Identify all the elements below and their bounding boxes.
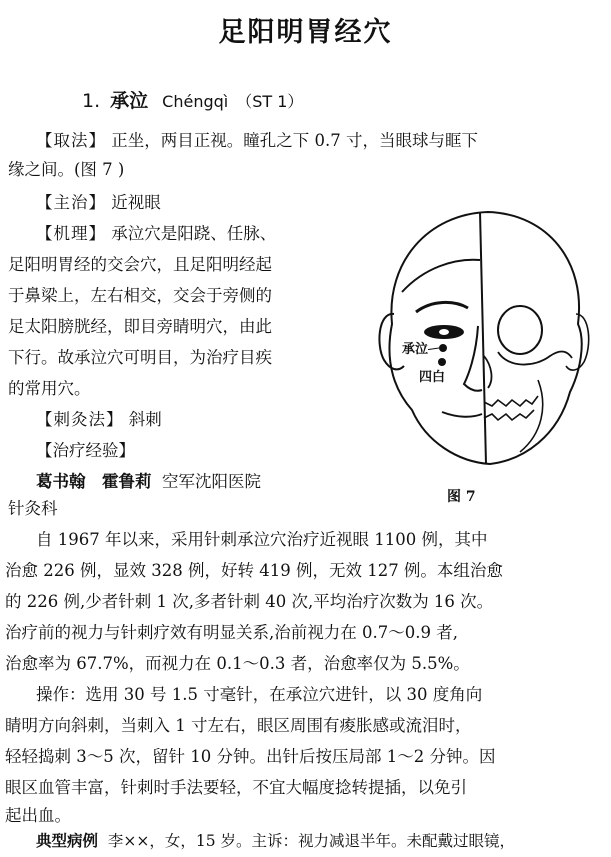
p1-line-5: 治愈率为 67.7%，而视力在 0.1～0.3 者，治愈率仅为 5.5%。 (5, 654, 470, 673)
zhuzhi-line (36, 188, 161, 218)
p1-line-2: 治愈 226 例，显效 328 例，好转 419 例，无效 127 例。本组治愈 (5, 561, 503, 580)
p2-line-4: 眼区血管丰富，针刺时手法要轻，不宜大幅度捻转提插，以免引 (5, 778, 467, 797)
qufa-text: 正坐，两目正视。瞳孔之下 0.7 寸，当眼球与眶下 (111, 131, 478, 150)
author-dept: 针灸科 (8, 499, 58, 518)
zhiliao-label: 【治疗经验】 (36, 441, 135, 460)
zhuzhi-label: 【主治】 (36, 193, 106, 212)
jili-label: 【机理】 (36, 224, 106, 243)
section-number: 1. (82, 90, 101, 112)
figure-caption: 图 7 (447, 489, 476, 505)
p1-line-1: 自 1967 年以来，采用针刺承泣穴治疗近视眼 1100 例，其中 (36, 530, 488, 549)
author-names: 葛书翰 霍鲁莉 (36, 472, 152, 491)
acupoint-pinyin: Chéngqì (162, 92, 229, 111)
p2-line-3: 轻轻捣刺 3～5 次，留针 10 分钟。出针后按压局部 1～2 分钟。因 (5, 747, 496, 766)
p2-line-5: 起出血。 (5, 806, 71, 825)
chengqi-label: 承泣 (402, 342, 429, 357)
case-text: 李××，女，15 岁。主诉：视力减退半年。未配戴过眼镜， (107, 832, 516, 850)
jili-line-2: 足阳明胃经的交会穴，且足阳明经起 (8, 255, 272, 274)
case-line (36, 826, 515, 857)
jili-line-5: 下行。故承泣穴可明目，为治疗目疾 (8, 348, 272, 367)
nose (464, 326, 482, 391)
p1-line-4: 治疗前的视力与针刺疗效有明显关系,治前视力在 0.7～0.9 者, (5, 623, 458, 642)
center-line (480, 212, 486, 464)
sibai-point (438, 358, 446, 366)
qufa-line-1 (36, 126, 478, 156)
jili-line-4: 足太阳膀胱经，即目旁睛明穴，由此 (8, 317, 272, 336)
cijiufa-label: 【刺灸法】 (36, 410, 124, 429)
mouth (442, 412, 482, 417)
p2-line-1: 操作：选用 30 号 1.5 寸毫针，在承泣穴进针，以 30 度角向 (36, 685, 483, 704)
nasal-cavity (484, 356, 491, 388)
p2-line-2: 睛明方向斜刺，当刺入 1 寸左右，眼区周围有痠胀感或流泪时， (5, 716, 472, 735)
acupoint-name: 承泣 (110, 90, 149, 112)
face-diagram (372, 196, 594, 478)
qufa-label: 【取法】 (36, 131, 106, 150)
zhuzhi-text: 近视眼 (111, 193, 161, 212)
jili-line-1 (36, 219, 276, 249)
author-institution: 空军沈阳医院 (162, 472, 261, 491)
acupoint-code: （ST 1） (236, 92, 304, 111)
section-heading (82, 86, 303, 113)
qufa-line-2: 缘之间。(图 7 ) (8, 160, 125, 179)
teeth (484, 396, 538, 406)
cheekbone (498, 352, 572, 365)
hairline (402, 260, 480, 292)
cijiufa-line (36, 405, 162, 435)
jili-text-1: 承泣穴是阳跷、任脉、 (111, 224, 277, 243)
sibai-label: 四白 (419, 370, 446, 385)
p1-line-3: 的 226 例,少者针刺 1 次,多者针刺 40 次,平均治疗次数为 16 次。 (5, 592, 494, 611)
jili-line-6: 的常用穴。 (8, 379, 91, 398)
face-figure (372, 196, 594, 478)
author-line (36, 467, 261, 497)
page-title: 足阳明胃经穴 (218, 17, 393, 48)
case-label: 典型病例 (36, 831, 99, 850)
chengqi-point (439, 344, 447, 352)
left-eyebrow (416, 302, 468, 312)
cijiufa-text: 斜刺 (128, 410, 162, 429)
jili-line-3: 于鼻梁上，左右相交，交会于旁侧的 (8, 286, 272, 305)
right-orbit (498, 306, 542, 354)
